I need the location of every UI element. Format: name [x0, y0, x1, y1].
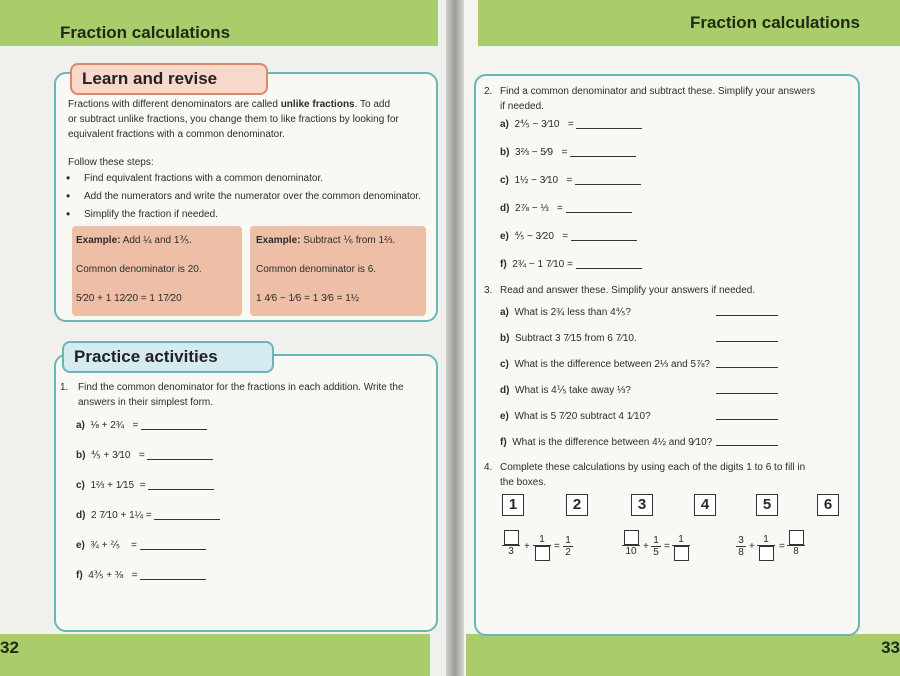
q2-item-b: [500, 145, 636, 160]
q3-e-answer-line[interactable]: [716, 419, 778, 420]
q1-e-label: e): [76, 540, 85, 551]
calc3-frac-c: [787, 530, 805, 557]
q2-b-label: b): [500, 147, 510, 158]
calc1-box-b[interactable]: [535, 546, 550, 561]
example-1-common: Common denominator is 20.: [76, 264, 202, 275]
q1-item-e: [76, 538, 206, 553]
calc1-num-c: 1: [563, 535, 573, 547]
q1-e-expr: ¾ + ⅖: [90, 540, 120, 551]
q1-d-expr: 2 7⁄10 + 1¼: [91, 510, 144, 521]
q2-b-expr: 3⅔ − 5⁄9: [515, 147, 554, 158]
q3-f-answer-line[interactable]: [716, 445, 778, 446]
calc1-plus: +: [524, 541, 530, 552]
intro-bold: unlike fractions: [280, 99, 355, 110]
calc2-den-b: 5: [653, 547, 659, 558]
q2-a-answer-line[interactable]: [576, 119, 642, 129]
practice-tab: Practice activities: [62, 341, 274, 373]
step-2: Add the numerators and write the numerator over the common denominator.: [84, 191, 421, 202]
q3-item-c: [500, 357, 710, 372]
q3-number: 3.: [484, 285, 493, 296]
calc2-frac-b: [651, 535, 661, 558]
q3-item-a: [500, 305, 631, 320]
bullet-2: •: [66, 189, 71, 203]
left-page-title: Fraction calculations: [60, 23, 231, 42]
q1-e-answer-line[interactable]: [140, 540, 206, 550]
book-gutter: [446, 0, 464, 676]
q1-a-label: a): [76, 420, 85, 431]
q2-text-2: if needed.: [500, 101, 544, 112]
q3-f-label: f): [500, 437, 507, 448]
q1-b-eq: =: [138, 450, 145, 461]
q2-d-answer-line[interactable]: [566, 203, 632, 213]
q3-a-text: What is 2¾ less than 4⅘?: [514, 307, 631, 318]
calc2-num-b: 1: [651, 535, 661, 547]
q3-f-text: What is the difference between 4½ and 9⁄10?: [512, 437, 713, 448]
q1-b-answer-line[interactable]: [147, 450, 213, 460]
learn-tab: Learn and revise: [70, 63, 268, 95]
q1-b-label: b): [76, 450, 86, 461]
q3-d-text: What is 4⅕ take away ⅓?: [515, 385, 631, 396]
q1-c-eq: =: [139, 480, 146, 491]
q1-text-2: answers in their simplest form.: [78, 397, 214, 408]
q3-c-text: What is the difference between 2⅓ and 5⅞?: [514, 359, 710, 370]
digit-card-6[interactable]: 6: [817, 494, 839, 516]
digit-card-3[interactable]: 3: [631, 494, 653, 516]
calc3-den-a: 8: [738, 547, 744, 558]
q2-d-expr: 2⅞ − ⅓: [515, 203, 549, 214]
page-number-left: 32: [0, 638, 19, 657]
q3-item-e: [500, 409, 651, 424]
q3-d-answer-line[interactable]: [716, 393, 778, 394]
example-2-label: Example:: [256, 235, 301, 246]
example-1-prompt: Add ¼ and 1⅗.: [122, 235, 192, 246]
q2-number: 2.: [484, 86, 493, 97]
q3-b-text: Subtract 3 7⁄15 from 6 7⁄10.: [515, 333, 637, 344]
q3-item-d: [500, 383, 631, 398]
step-3: Simplify the fraction if needed.: [84, 209, 218, 220]
q1-f-expr: 4⅗ + ⅜: [88, 570, 124, 581]
digit-card-2[interactable]: 2: [566, 494, 588, 516]
example-2-prompt: Subtract ⅙ from 1⅔.: [303, 235, 396, 246]
q1-c-label: c): [76, 480, 85, 491]
q1-a-expr: ⅛ + 2¾: [90, 420, 125, 431]
calc1-frac-a: [502, 530, 520, 557]
q2-e-answer-line[interactable]: [571, 231, 637, 241]
q3-b-label: b): [500, 333, 510, 344]
digit-card-5[interactable]: 5: [756, 494, 778, 516]
footer-band-left: [0, 634, 430, 676]
page-number-right: 33: [881, 638, 900, 657]
intro-part-4: equivalent fractions with a common denominator.: [68, 129, 285, 140]
q2-c-expr: 1½ − 3⁄10: [514, 175, 559, 186]
q2-c-label: c): [500, 175, 509, 186]
step-1: Find equivalent fractions with a common denominator.: [84, 173, 324, 184]
calc3-eq: =: [779, 541, 785, 552]
calc1-den-a: 3: [502, 545, 520, 557]
calc2-plus: +: [643, 541, 649, 552]
q2-f-eq: =: [567, 259, 573, 270]
calc2-num-c: 1: [672, 534, 690, 546]
q2-text-1: Find a common denominator and subtract these. Simplify your answers: [500, 86, 816, 97]
example-2-common: Common denominator is 6.: [256, 264, 377, 275]
q3-c-label: c): [500, 359, 509, 370]
q2-item-c: [500, 173, 641, 188]
learn-intro: [68, 97, 428, 142]
intro-part-3: or subtract unlike fractions, you change them to like fractions by looking for: [68, 114, 399, 125]
calc1-frac-b: [533, 534, 551, 561]
calc1-eq: =: [554, 541, 560, 552]
q2-c-eq: =: [566, 175, 573, 186]
q2-f-expr: 2¾ − 1 7⁄10: [512, 259, 565, 270]
q1-text: [78, 380, 428, 410]
q3-item-b: [500, 331, 637, 346]
example-1-label: Example:: [76, 235, 121, 246]
calc2-box-c[interactable]: [674, 546, 689, 561]
q3-c-answer-line[interactable]: [716, 367, 778, 368]
example-2-calc: 1 4⁄6 − 1⁄6 = 1 3⁄6 = 1½: [256, 293, 360, 304]
digit-card-1[interactable]: 1: [502, 494, 524, 516]
q1-item-d: [76, 508, 220, 523]
intro-part-2: . To add: [354, 99, 391, 110]
q4-text-1: Complete these calculations by using each of the digits 1 to 6 to fill in: [500, 462, 806, 473]
q1-item-b: [76, 448, 213, 463]
q2-f-label: f): [500, 259, 507, 270]
q1-a-eq: =: [132, 420, 139, 431]
calc3-num-b: 1: [757, 534, 775, 546]
q4-number: 4.: [484, 462, 493, 473]
calc1-den-c: 2: [565, 547, 571, 558]
example-2-heading: [256, 233, 395, 248]
example-1-calc: 5⁄20 + 1 12⁄20 = 1 17⁄20: [76, 293, 182, 304]
q1-f-eq: =: [131, 570, 138, 581]
q2-e-label: e): [500, 231, 509, 242]
q4-text: [500, 460, 850, 490]
q1-item-a: [76, 418, 207, 433]
q1-d-eq: =: [145, 510, 152, 521]
q2-e-eq: =: [562, 231, 569, 242]
q2-d-eq: =: [557, 203, 563, 214]
calc3-plus: +: [749, 541, 755, 552]
q2-f-answer-line[interactable]: [576, 259, 642, 269]
q1-e-eq: =: [131, 540, 137, 551]
calc1-box-a[interactable]: [504, 530, 519, 545]
digit-card-4[interactable]: 4: [694, 494, 716, 516]
q2-item-d: [500, 201, 632, 216]
q3-text: Read and answer these. Simplify your answers if needed.: [500, 285, 756, 296]
calc1-frac-c: [563, 535, 573, 558]
q2-a-eq: =: [567, 119, 574, 130]
q1-c-answer-line[interactable]: [148, 480, 214, 490]
calc2-frac-a: [622, 530, 640, 557]
calc2-box-a[interactable]: [624, 530, 639, 545]
q2-item-f: [500, 257, 642, 272]
q2-item-a: [500, 117, 642, 132]
calc2-frac-c: [672, 534, 690, 561]
bullet-3: •: [66, 207, 71, 221]
q1-f-answer-line[interactable]: [140, 570, 206, 580]
calc3-frac-b: [757, 534, 775, 561]
q1-d-label: d): [76, 510, 86, 521]
bullet-1: •: [66, 171, 71, 185]
q1-item-f: [76, 568, 206, 583]
calc2-den-a: 10: [622, 545, 640, 557]
calc3-frac-a: [736, 535, 746, 558]
q2-e-expr: ⅘ − 3⁄20: [514, 231, 554, 242]
q3-a-answer-line[interactable]: [716, 315, 778, 316]
calc2-eq: =: [664, 541, 670, 552]
q3-b-answer-line[interactable]: [716, 341, 778, 342]
q4-text-2: the boxes.: [500, 477, 547, 488]
q3-e-text: What is 5 7⁄20 subtract 4 1⁄10?: [514, 411, 651, 422]
q3-a-label: a): [500, 307, 509, 318]
calc1-num-b: 1: [533, 534, 551, 546]
right-page-title: Fraction calculations: [689, 13, 860, 32]
q1-text-1: Find the common denominator for the fractions in each addition. Write the: [78, 382, 404, 393]
steps-label: Follow these steps:: [68, 157, 154, 168]
q3-d-label: d): [500, 385, 510, 396]
q1-c-expr: 1⅔ + 1⁄15: [90, 480, 135, 491]
q2-a-label: a): [500, 119, 509, 130]
intro-part-1: Fractions with different denominators are called: [68, 99, 278, 110]
q1-d-answer-line[interactable]: [154, 510, 220, 520]
q1-b-expr: ⅘ + 3⁄10: [91, 450, 131, 461]
footer-band-right: [466, 634, 900, 676]
q1-item-c: [76, 478, 214, 493]
calc3-box-b[interactable]: [759, 546, 774, 561]
q3-e-label: e): [500, 411, 509, 422]
q2-c-answer-line[interactable]: [575, 175, 641, 185]
q2-b-eq: =: [561, 147, 568, 158]
q2-d-label: d): [500, 203, 510, 214]
q2-b-answer-line[interactable]: [570, 147, 636, 157]
q2-a-expr: 2⅘ − 3⁄10: [514, 119, 560, 130]
q1-f-label: f): [76, 570, 83, 581]
calc3-num-a: 3: [736, 535, 746, 547]
q2-text: [500, 84, 850, 114]
example-1-heading: [76, 233, 192, 248]
calc3-den-c: 8: [787, 545, 805, 557]
q1-number: 1.: [60, 382, 69, 393]
calc3-box-c[interactable]: [789, 530, 804, 545]
q2-item-e: [500, 229, 637, 244]
q3-item-f: [500, 435, 712, 450]
q1-a-answer-line[interactable]: [141, 420, 207, 430]
